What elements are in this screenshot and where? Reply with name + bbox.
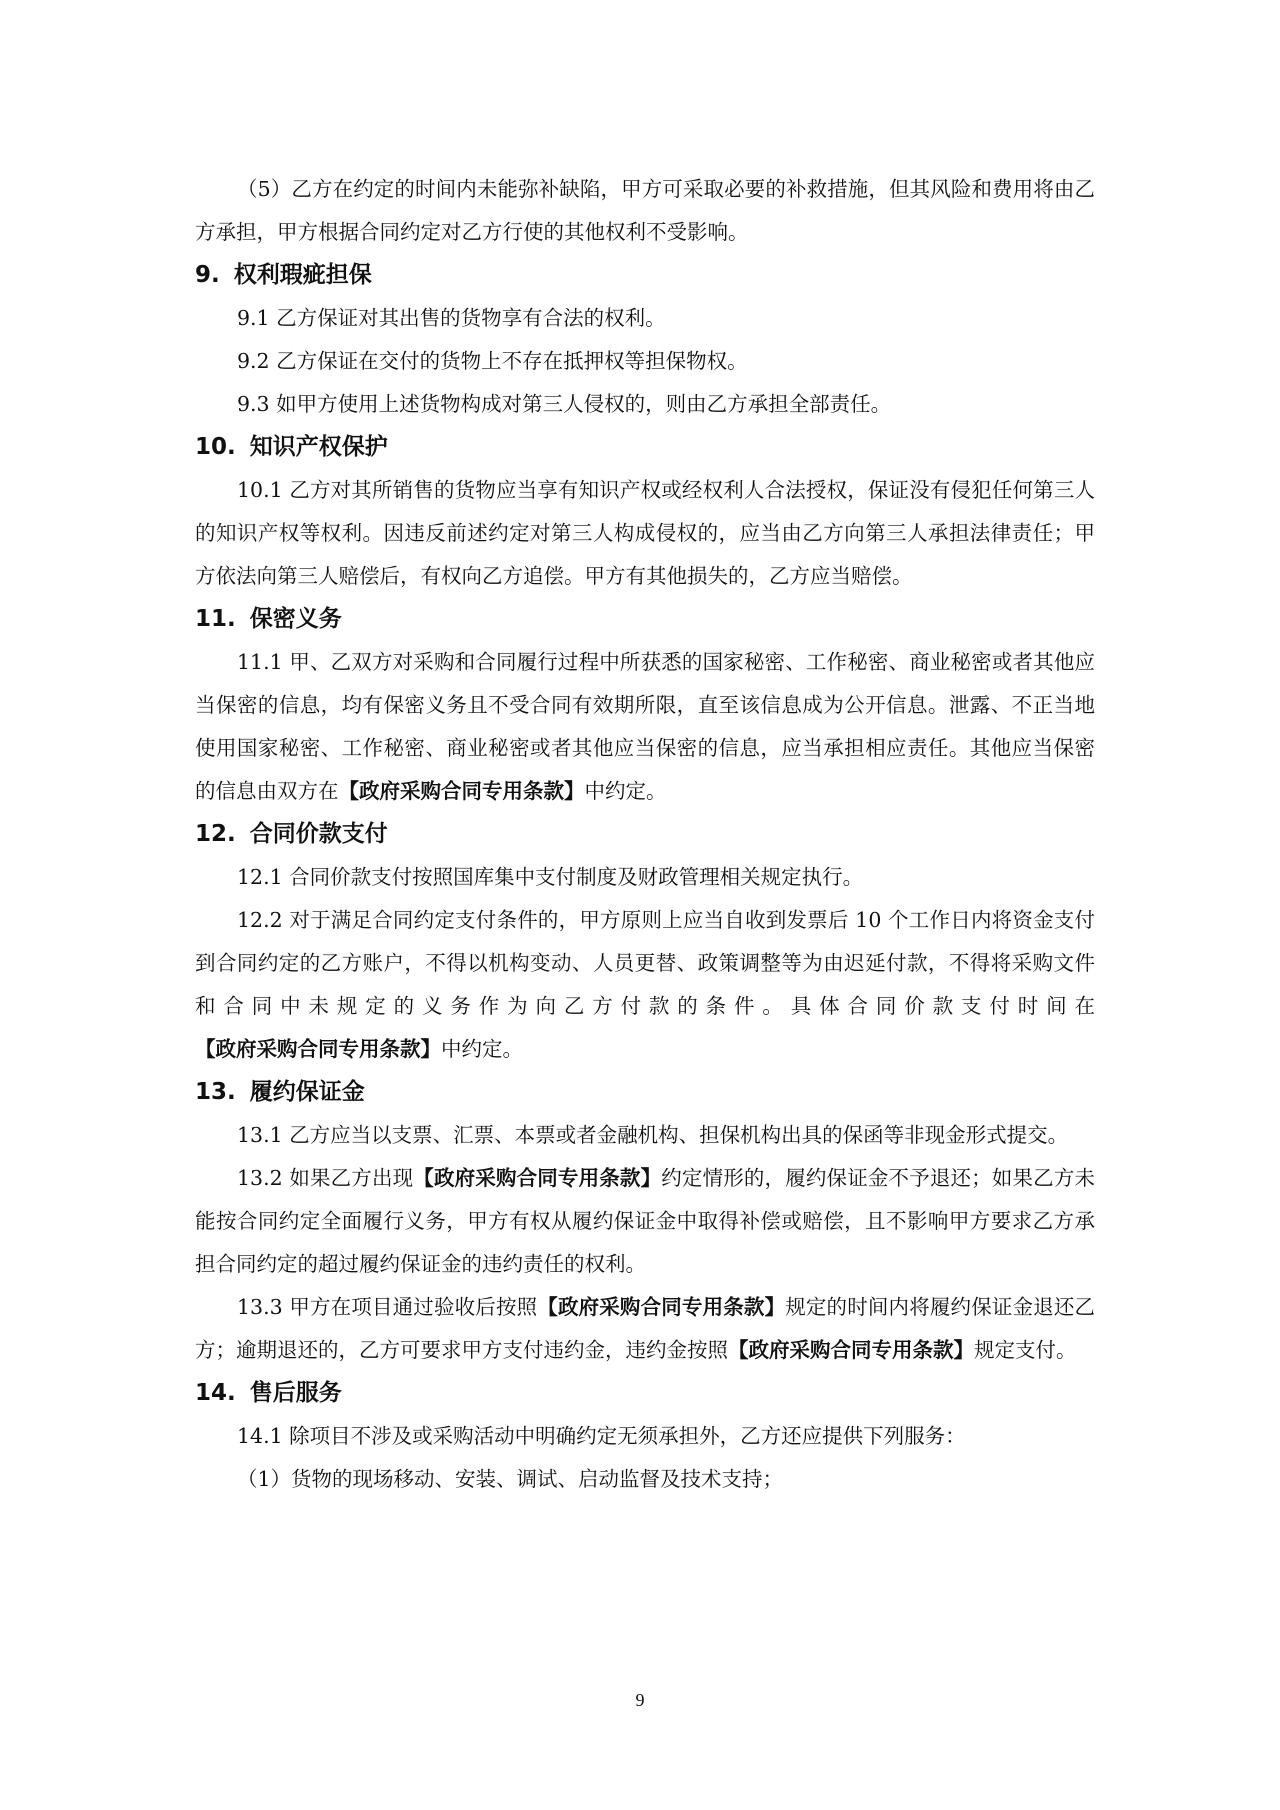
section-14-heading [195,1372,1095,1415]
section-number: 13. [195,1079,236,1105]
section-12-heading [195,813,1095,856]
section-number: 11. [195,606,236,632]
section-13-heading [195,1071,1095,1114]
page-number: 9 [635,1690,645,1710]
clause-text: 13.2 如果乙方出现 [237,1166,414,1190]
clause-text: 11.1 甲、乙双方对采购和合同履行过程中所获悉的国家秘密、工作秘密、商业秘密或者其他应当保密的信息，均有保密义务且不受合同有效期所限，直至该信息成为公开信息。泄露、不正当地使用国家秘密、工作秘密、商业秘密或者其他应当保密的信息，应当承担相应责任。其他应当保密的信息由双方在 [195,650,1095,803]
section-title: 知识产权保护 [249,434,388,460]
section-11-heading [195,598,1095,641]
section-number: 12. [195,821,236,847]
clause-text: 中约定。 [441,1037,523,1061]
section-10-heading [195,426,1095,469]
section-number: 9. [195,262,220,288]
section-number: 14. [195,1380,236,1406]
clause-9-1: 9.1 乙方保证对其出售的货物享有合法的权利。 [237,306,666,330]
special-terms-reference: 【政府采购合同专用条款】 [195,1037,441,1061]
special-terms-reference: 【政府采购合同专用条款】 [338,779,585,803]
section-title: 保密义务 [249,606,342,632]
clause-14-1-item-1: （1）货物的现场移动、安装、调试、启动监督及技术支持； [237,1467,784,1491]
clause-text: 12.2 对于满足合同约定支付条件的，甲方原则上应当自收到发票后 10 个工作日内将资金支付到合同约定的乙方账户，不得以机构变动、人员更替、政策调整等为由迟延付款，不得将采购文件和合同中未规定的义务作为向乙方付款的条件。具体合同价款支付时间在 [195,908,1095,1018]
section-9-heading [195,254,1095,297]
special-terms-reference: 【政府采购合同专用条款】 [537,1295,786,1319]
clause-9-3: 9.3 如甲方使用上述货物构成对第三人侵权的，则由乙方承担全部责任。 [237,392,892,416]
clause-14-1: 14.1 除项目不涉及或采购活动中明确约定无须承担外，乙方还应提供下列服务： [237,1424,966,1448]
clause-8-item-5: （5）乙方在约定的时间内未能弥补缺陷，甲方可采取必要的补救措施，但其风险和费用将由乙方承担，甲方根据合同约定对乙方行使的其他权利不受影响。 [195,177,1095,244]
section-title: 权利瑕疵担保 [233,262,372,288]
clause-text: 规定的时间内将履约保证金退还乙方；逾期退还的，乙方可要求甲方支付违约金，违约金按照 [195,1295,1096,1362]
clause-13-2 [195,1157,1095,1286]
section-title: 履约保证金 [249,1079,365,1105]
special-terms-reference: 【政府采购合同专用条款】 [413,1166,662,1190]
special-terms-reference: 【政府采购合同专用条款】 [728,1338,974,1362]
clause-12-1: 12.1 合同价款支付按照国库集中支付制度及财政管理相关规定执行。 [237,865,864,889]
clause-text: 13.3 甲方在项目通过验收后按照 [237,1295,538,1319]
clause-13-3 [195,1286,1095,1372]
clause-12-2 [195,899,1095,1071]
clause-13-1: 13.1 乙方应当以支票、汇票、本票或者金融机构、担保机构出具的保函等非现金形式提交。 [237,1123,1069,1147]
section-title: 合同价款支付 [249,821,388,847]
section-title: 售后服务 [249,1380,342,1406]
clause-10-1: 10.1 乙方对其所销售的货物应当享有知识产权或经权利人合法授权，保证没有侵犯任何第三人的知识产权等权利。因违反前述约定对第三人构成侵权的，应当由乙方向第三人承担法律责任；甲方依法向第三人赔偿后，有权向乙方追偿。甲方有其他损失的，乙方应当赔偿。 [195,478,1095,588]
clause-text: 规定支付。 [974,1338,1077,1362]
section-number: 10. [195,434,236,460]
clause-9-2: 9.2 乙方保证在交付的货物上不存在抵押权等担保物权。 [237,349,748,373]
document-page [195,168,1095,1501]
clause-11-1 [195,641,1095,813]
clause-text: 中约定。 [584,779,667,803]
clause-text: 约定情形的，履约保证金不予退还；如果乙方未能按合同约定全面履行义务，甲方有权从履约保证金中取得补偿或赔偿，且不影响甲方要求乙方承担合同约定的超过履约保证金的违约责任的权利。 [195,1166,1095,1276]
